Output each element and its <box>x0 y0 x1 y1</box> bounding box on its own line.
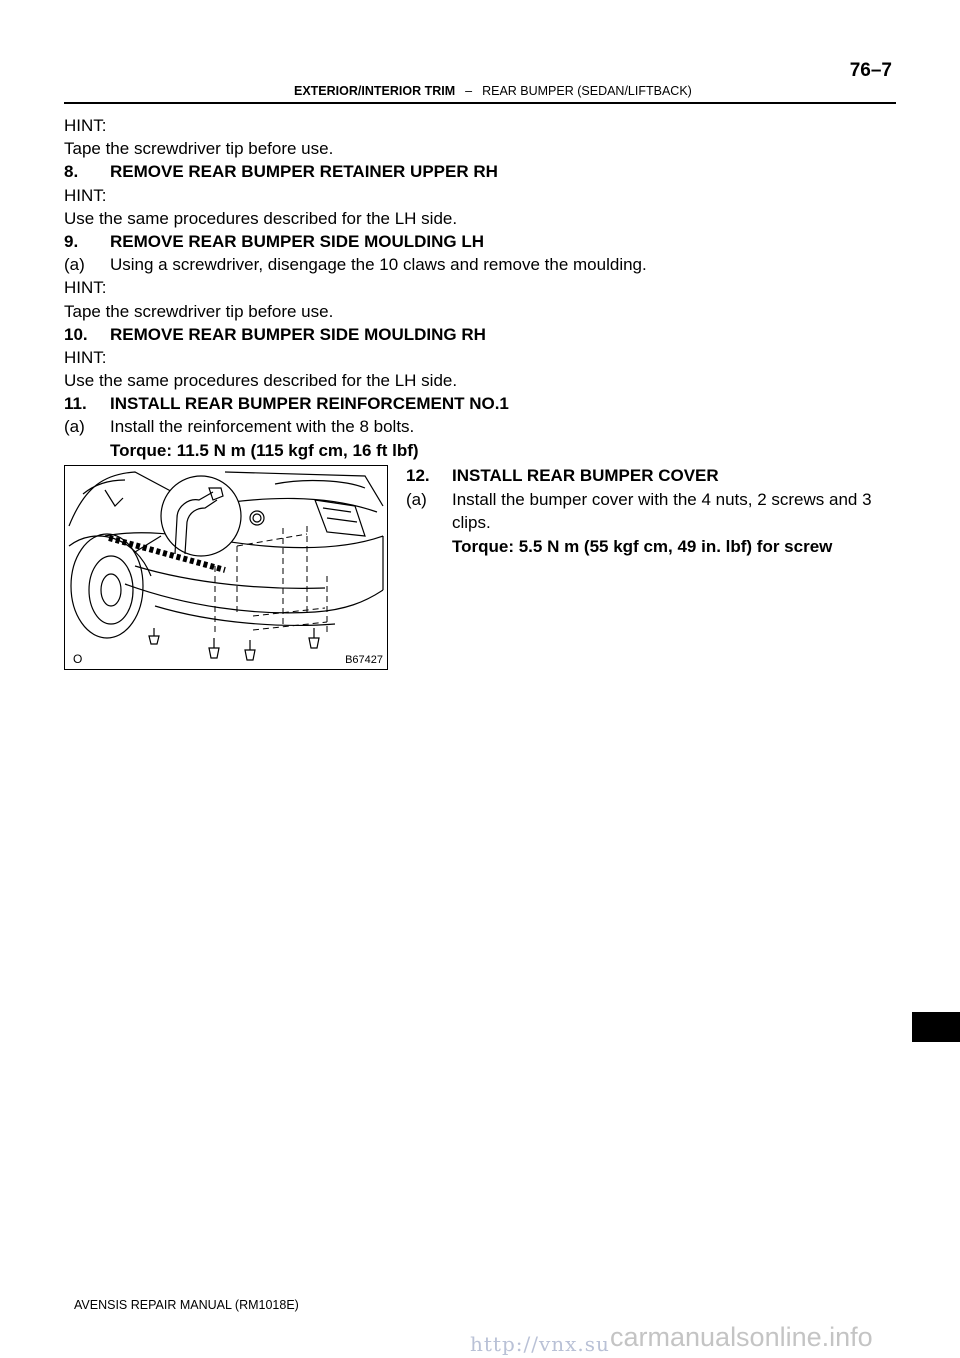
step-title: REMOVE REAR BUMPER RETAINER UPPER RH <box>110 162 498 182</box>
substep-label: (a) <box>64 255 85 275</box>
figure-mark: O <box>73 652 83 666</box>
substep-text: Install the reinforcement with the 8 bolts. <box>110 417 415 437</box>
page-footer: AVENSIS REPAIR MANUAL (RM1018E) <box>74 1298 299 1312</box>
step-number: 9. <box>64 231 79 251</box>
step-12-column <box>406 464 906 558</box>
header-separator: – <box>465 84 473 98</box>
bumper-illustration <box>64 465 388 670</box>
step-12a <box>406 488 906 512</box>
hint-label: HINT: <box>64 185 107 205</box>
figure-code: B67427 <box>345 654 383 666</box>
page-header <box>64 60 896 104</box>
step-number: 8. <box>64 162 79 182</box>
watermark-link[interactable]: http://vnx.su <box>470 1332 610 1356</box>
torque-spec: Torque: 5.5 N m (55 kgf cm, 49 in. lbf) for screw <box>452 536 833 556</box>
rear-bumper-drawing <box>65 466 388 670</box>
substep-label: (a) <box>64 417 85 437</box>
step-number: 11. <box>64 394 87 414</box>
header-title <box>294 84 692 98</box>
watermark-text: carmanualsonline.info <box>610 1322 873 1352</box>
step-10 <box>64 323 904 346</box>
hint-label: HINT: <box>64 347 107 367</box>
step-number: 10. <box>64 324 88 344</box>
subsection-title: REAR BUMPER (SEDAN/LIFTBACK) <box>482 84 692 98</box>
section-title: EXTERIOR/INTERIOR TRIM <box>294 84 456 98</box>
substep-label: (a) <box>406 489 427 509</box>
step-11a <box>64 415 904 438</box>
step-9a <box>64 253 904 276</box>
procedure-body <box>64 114 904 462</box>
hint-label: HINT: <box>64 278 107 298</box>
substep-text: Using a screwdriver, disengage the 10 claws and remove the moulding. <box>110 255 647 275</box>
substep-text-cont: clips. <box>452 513 491 532</box>
hint-text: Use the same procedures described for the LH side. <box>64 371 458 391</box>
substep-text: Install the bumper cover with the 4 nuts, 2 screws and 3 <box>452 489 872 509</box>
page-number: 76–7 <box>849 60 892 81</box>
step-12 <box>406 464 906 488</box>
hint-text: Tape the screwdriver tip before use. <box>64 139 334 159</box>
torque-spec: Torque: 11.5 N m (115 kgf cm, 16 ft lbf) <box>110 440 419 460</box>
step-title: REMOVE REAR BUMPER SIDE MOULDING LH <box>110 231 485 251</box>
hint-text: Tape the screwdriver tip before use. <box>64 301 334 321</box>
hint-label: HINT: <box>64 116 107 135</box>
step-11 <box>64 392 904 415</box>
step-9 <box>64 230 904 253</box>
step-title: REMOVE REAR BUMPER SIDE MOULDING RH <box>110 324 486 344</box>
step-title: INSTALL REAR BUMPER REINFORCEMENT NO.1 <box>110 394 509 414</box>
hint-text: Use the same procedures described for the LH side. <box>64 208 458 228</box>
step-8 <box>64 160 904 183</box>
section-tab-marker <box>912 1012 960 1042</box>
step-number: 12. <box>406 466 430 485</box>
step-title: INSTALL REAR BUMPER COVER <box>452 466 719 485</box>
